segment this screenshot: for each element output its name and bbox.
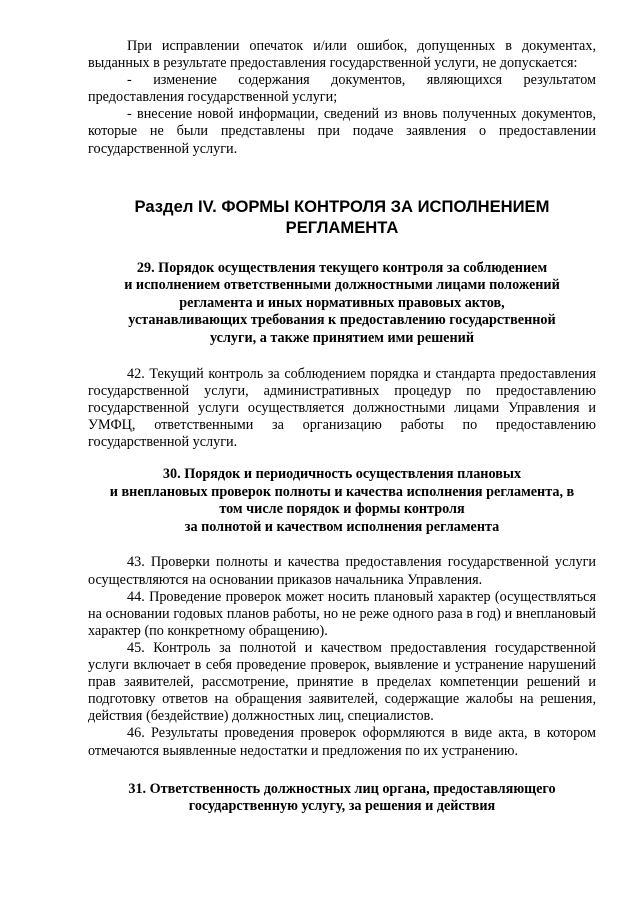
part-title	[88, 196, 596, 238]
section-29-heading-line: регламента и иных нормативных правовых актов,	[179, 294, 505, 311]
paragraph-45: 45. Контроль за полнотой и качеством предоставления государственной услуги включает в себя проведение проверок, выявление и устранение нарушений прав заявителей, рассмотрение, принятие в пределах компетенции решений и подготовку ответов на обращения заявителей, содержащие жалобы на решения, действия (бездействие) должностных лиц, специалистов.	[88, 639, 596, 725]
intro-list-item-1: - изменение содержания документов, являющихся результатом предоставления государственной услуги;	[88, 72, 596, 106]
section-31-heading-line: 31. Ответственность должностных лиц органа, предоставляющего	[128, 780, 556, 797]
section-31-heading	[88, 781, 596, 816]
section-30-heading-line: за полнотой и качеством исполнения регламента	[184, 518, 500, 535]
paragraph-46: 46. Результаты проведения проверок оформляются в виде акта, в котором отмечаются выявленные недостатки и предложения по их устранению.	[88, 725, 596, 759]
section-30-heading-line: том числе порядок и формы контроля	[219, 501, 465, 518]
section-30-heading-line: и внеплановых проверок полноты и качества исполнения регламента, в	[109, 483, 575, 500]
section-29-heading-line: 29. Порядок осуществления текущего контроля за соблюдением	[136, 259, 548, 276]
paragraph-44: 44. Проведение проверок может носить плановый характер (осуществляться на основании годовых планов работы, но не реже одного раза в год) и внеплановый характер (по конкретному обращению).	[88, 588, 596, 639]
intro-list-item-2: - внесение новой информации, сведений из вновь полученных документов, которые не были представлены при подаче заявления о предоставлении государственной услуги.	[88, 106, 596, 157]
section-29-heading-line: услуги, а также принятием ими решений	[210, 330, 474, 347]
section-29-heading-line: и исполнением ответственными должностными лицами положений	[124, 277, 560, 294]
section-29-heading	[88, 260, 596, 348]
document-page	[88, 38, 596, 816]
part-title-line-1: Раздел IV. ФОРМЫ КОНТРОЛЯ ЗА ИСПОЛНЕНИЕМ	[134, 196, 550, 216]
intro-paragraph: При исправлении опечаток и/или ошибок, допущенных в документах, выданных в результате предоставления государственной услуги, не допускается:	[88, 38, 596, 72]
paragraph-43: 43. Проверки полноты и качества предоставления государственной услуги осуществляются на основании приказов начальника Управления.	[88, 554, 596, 588]
section-31-heading-line: государственную услугу, за решения и действия	[188, 798, 496, 815]
section-30-heading-line: 30. Порядок и периодичность осуществления плановых	[162, 466, 522, 483]
section-29-heading-line: устанавливающих требования к предоставлению государственной	[128, 312, 556, 329]
section-30-heading	[88, 466, 596, 536]
part-title-line-2: РЕГЛАМЕНТА	[285, 217, 399, 237]
paragraph-42: 42. Текущий контроль за соблюдением порядка и стандарта предоставления государственной услуги, административных процедур по предоставлению государственной услуги осуществляется должностными лицами Управления и УМФЦ, ответственными за организацию работы по предоставлению государственной услуги.	[88, 365, 596, 450]
